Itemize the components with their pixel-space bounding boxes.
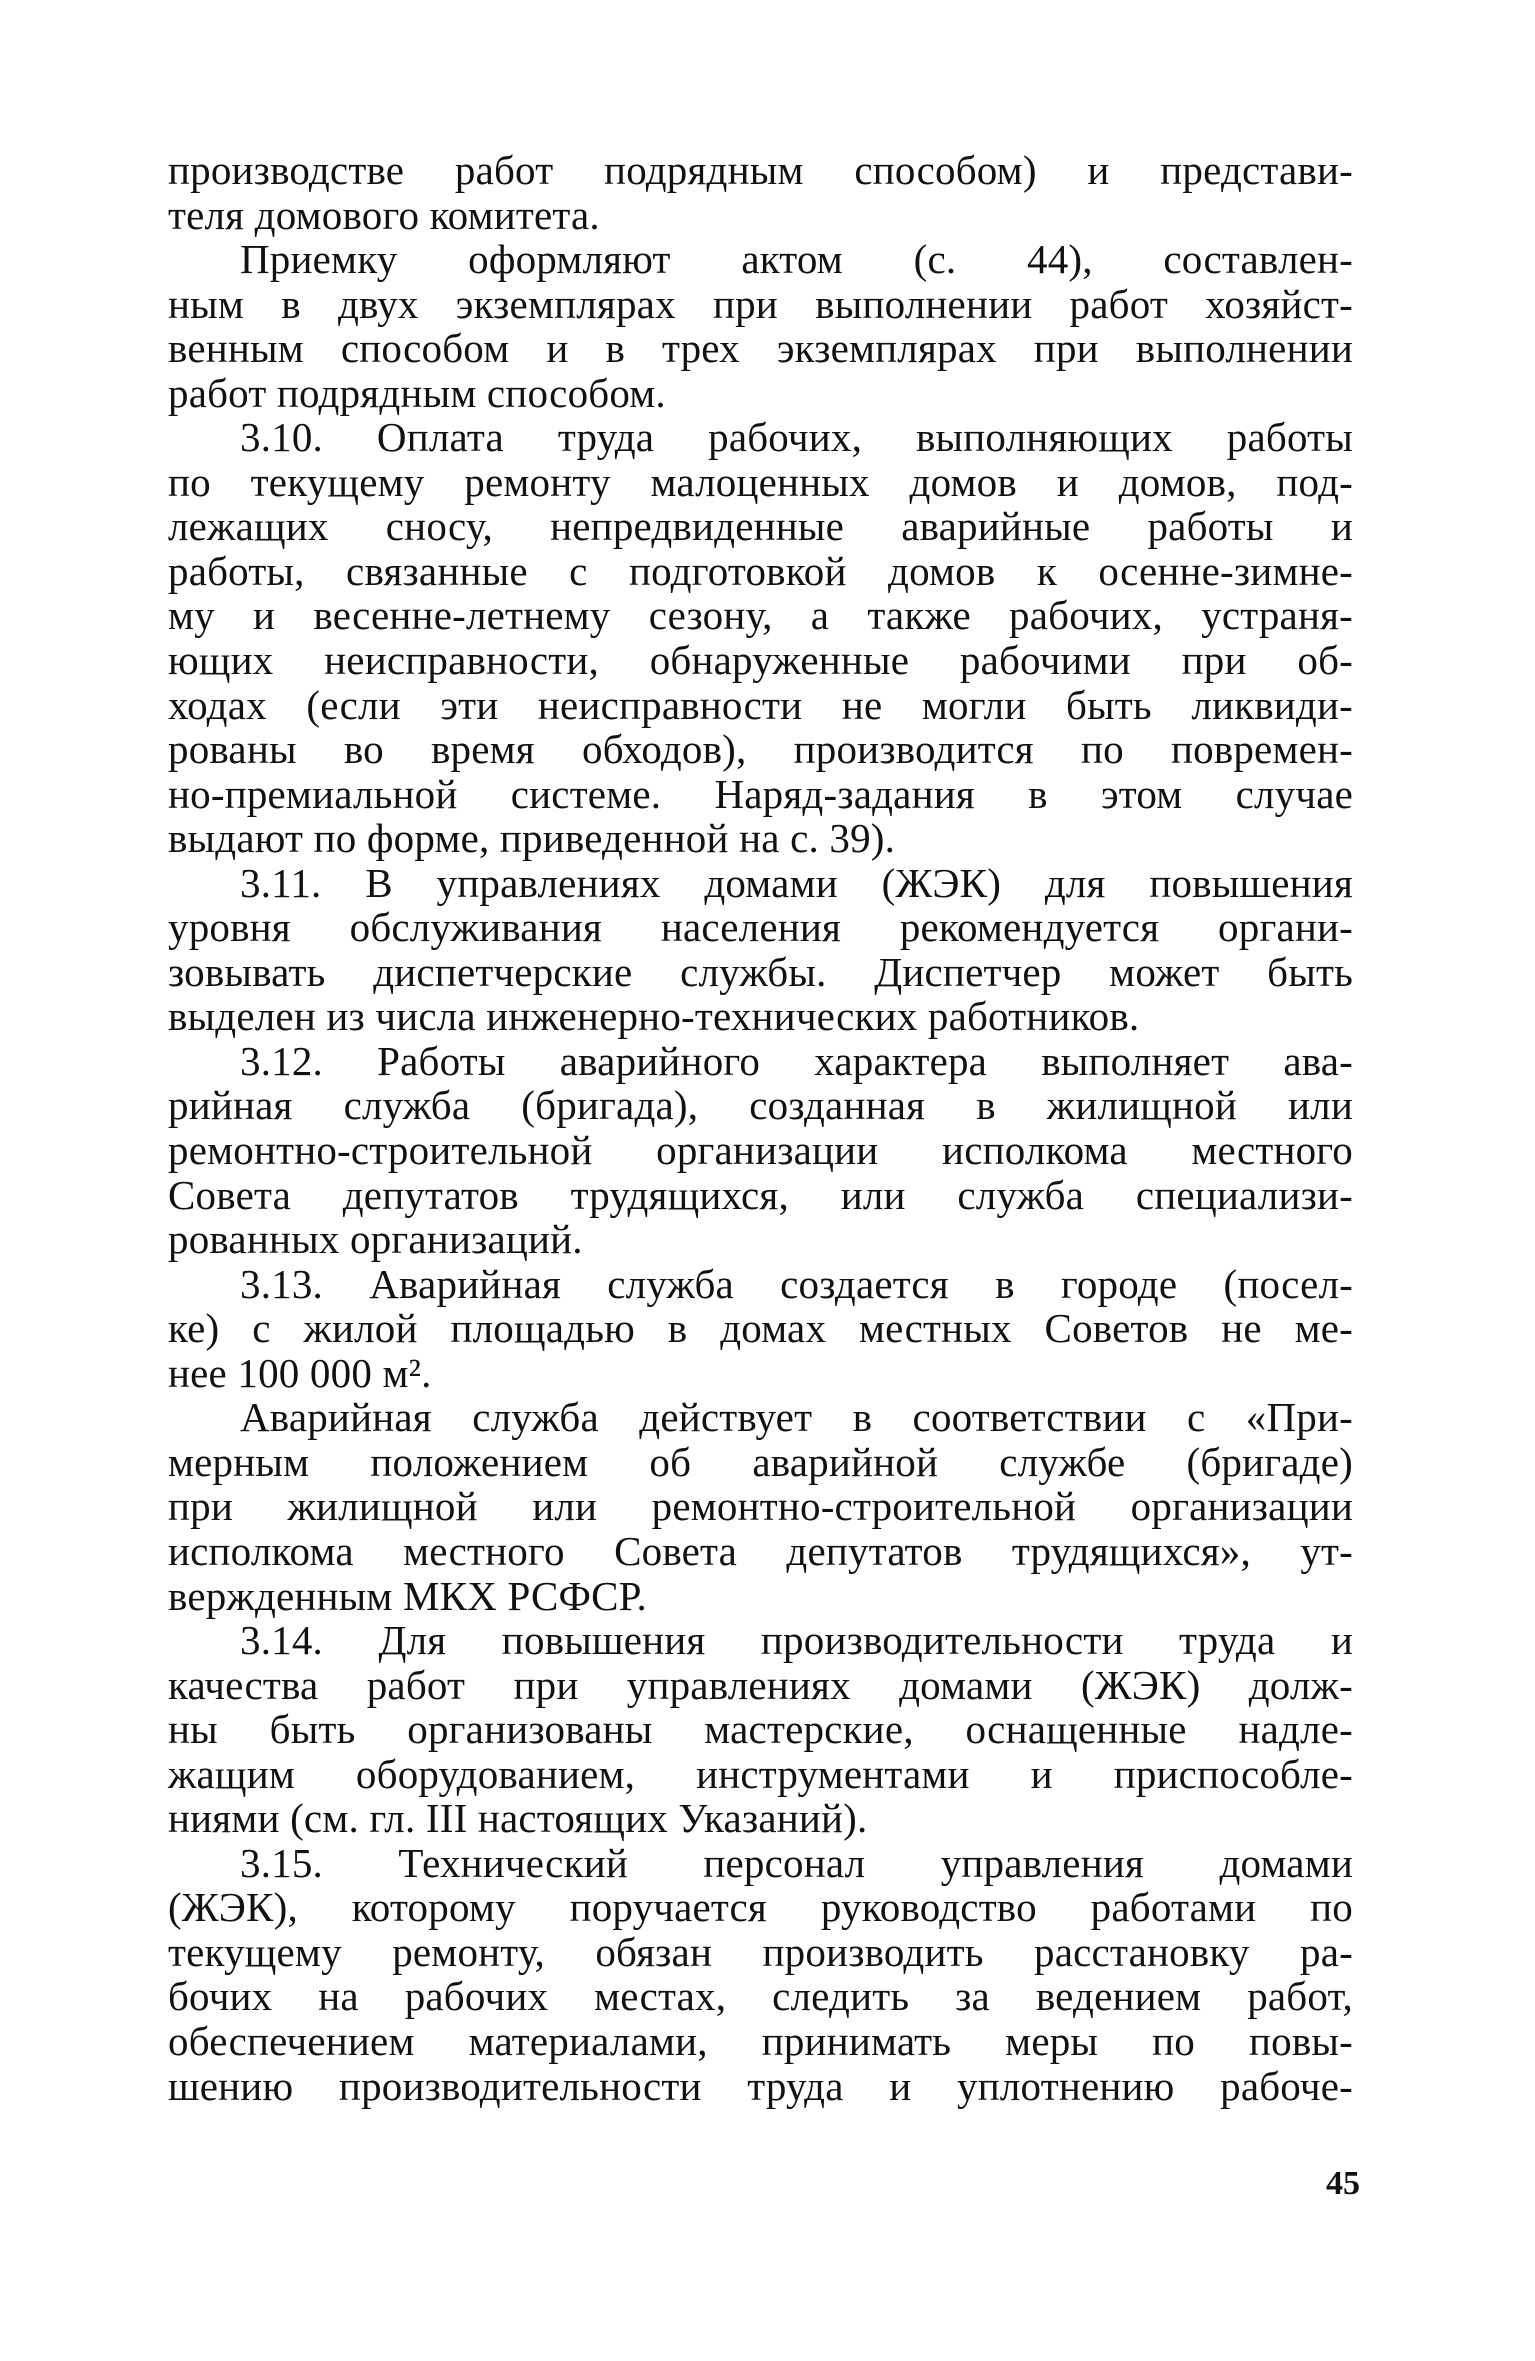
text-line: уровня обслуживания населения рекомендуется органи- <box>168 904 1353 951</box>
text-line: рованных организаций. <box>168 1216 583 1263</box>
text-line: Приемку оформляют актом (с. 44), составлен- <box>240 236 1353 283</box>
text-line: при жилищной или ремонтно-строительной организации <box>168 1483 1353 1530</box>
text-line: по текущему ремонту малоценных домов и домов, под- <box>168 458 1353 505</box>
text-line: Аварийная служба действует в соответствии с «При- <box>240 1394 1353 1441</box>
text-line: работ подрядным способом. <box>168 369 666 416</box>
text-line: Совета депутатов трудящихся, или служба специализи- <box>168 1171 1353 1218</box>
text-line: 3.15. Технический персонал управления домами <box>240 1839 1353 1886</box>
text-line: (ЖЭК), которому поручается руководство работами по <box>168 1884 1353 1931</box>
text-line: 3.12. Работы аварийного характера выполняет ава- <box>240 1037 1353 1084</box>
text-line: лежащих сносу, непредвиденные аварийные работы и <box>168 503 1353 550</box>
text-line: 3.13. Аварийная служба создается в городе (посел- <box>240 1260 1353 1307</box>
text-line: ходах (если эти неисправности не могли быть ликвиди- <box>168 681 1353 728</box>
text-line: обеспечением материалами, принимать меры по повы- <box>168 2017 1353 2064</box>
text-line: вержденным МКХ РСФСР. <box>168 1572 648 1619</box>
text-line: 3.14. Для повышения производительности труда и <box>240 1617 1353 1664</box>
text-line: рийная служба (бригада), созданная в жилищной или <box>168 1082 1353 1129</box>
text-line: 3.10. Оплата труда рабочих, выполняющих работы <box>240 414 1353 461</box>
text-line: но-премиальной системе. Наряд-задания в этом случае <box>168 770 1353 817</box>
text-line: ке) с жилой площадью в домах местных Советов не ме- <box>168 1305 1353 1352</box>
text-line: ющих неисправности, обнаруженные рабочими при об- <box>168 637 1353 684</box>
text-line: качества работ при управлениях домами (ЖЭК) долж- <box>168 1661 1353 1708</box>
text-line: выделен из числа инженерно-технических работников. <box>168 993 1140 1040</box>
text-line: ным в двух экземплярах при выполнении работ хозяйст- <box>168 280 1353 327</box>
text-line: ремонтно-строительной организации исполкома местного <box>168 1127 1353 1174</box>
text-line: теля домового комитета. <box>168 191 600 238</box>
text-line: выдают по форме, приведенной на с. 39). <box>168 815 896 862</box>
text-line: исполкома местного Совета депутатов трудящихся», ут- <box>168 1527 1353 1574</box>
text-line: нее 100 000 м². <box>168 1349 432 1396</box>
body-text <box>168 148 1353 2108</box>
text-line: венным способом и в трех экземплярах при выполнении <box>168 325 1353 372</box>
text-line: ны быть организованы мастерские, оснащенные надле- <box>168 1706 1353 1753</box>
text-line: работы, связанные с подготовкой домов к осенне-зимне- <box>168 547 1353 594</box>
text-line: ниями (см. гл. III настоящих Указаний). <box>168 1795 868 1842</box>
text-line: му и весенне-летнему сезону, а также рабочих, устраня- <box>168 592 1353 639</box>
text-line: шению производительности труда и уплотнению рабоче- <box>168 2062 1353 2109</box>
text-line: зовывать диспетчерские службы. Диспетчер может быть <box>168 948 1353 995</box>
text-line: производстве работ подрядным способом) и представи- <box>168 147 1353 193</box>
text-line: 3.11. В управлениях домами (ЖЭК) для повышения <box>240 859 1353 906</box>
text-line: рованы во время обходов), производится по повремен- <box>168 726 1353 773</box>
text-line: мерным положением об аварийной службе (бригаде) <box>168 1438 1353 1485</box>
text-line: жащим оборудованием, инструментами и приспособле- <box>168 1750 1353 1797</box>
text-line: текущему ремонту, обязан производить расстановку ра- <box>168 1928 1353 1975</box>
page-number: 45 <box>1326 2165 1360 2202</box>
text-line: бочих на рабочих местах, следить за ведением работ, <box>168 1973 1353 2020</box>
